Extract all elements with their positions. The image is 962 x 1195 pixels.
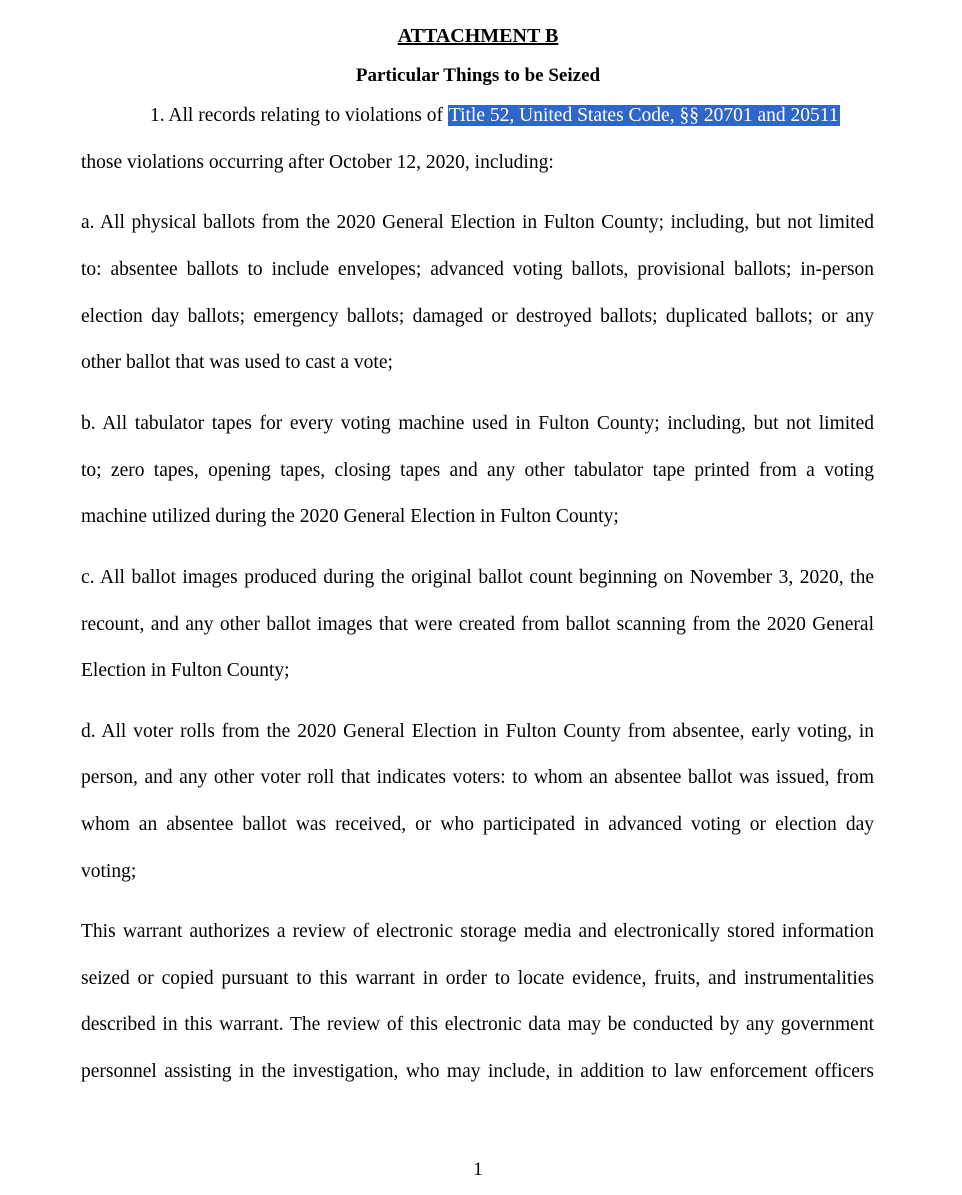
warrant-para-line[interactable]: personnel assisting in the investigation, who may include, in addition to law enforcement officers bbox=[81, 1061, 874, 1082]
item-1-prefix[interactable]: 1. All records relating to violations of bbox=[150, 105, 448, 126]
selected-text-highlight[interactable]: Title 52, United States Code, §§ 20701 and 20511 bbox=[448, 105, 839, 126]
para-b-line[interactable]: to; zero tapes, opening tapes, closing tapes and any other tabulator tape printed from a voting bbox=[81, 460, 874, 481]
page-number: 1 bbox=[473, 1159, 483, 1180]
para-a-line[interactable]: other ballot that was used to cast a vote; bbox=[81, 352, 393, 373]
para-b-line[interactable]: b. All tabulator tapes for every voting machine used in Fulton County; including, but not limited bbox=[81, 413, 874, 434]
warrant-para-line[interactable]: described in this warrant. The review of this electronic data may be conducted by any government bbox=[81, 1014, 874, 1035]
para-a-line[interactable]: to: absentee ballots to include envelopes; advanced voting ballots, provisional ballots; in-person bbox=[81, 259, 874, 280]
warrant-para-line[interactable]: This warrant authorizes a review of electronic storage media and electronically stored information bbox=[81, 921, 874, 942]
item-1-line[interactable] bbox=[150, 102, 874, 130]
para-d-line[interactable]: d. All voter rolls from the 2020 General Election in Fulton County from absentee, early voting, in bbox=[81, 721, 874, 742]
para-d-line[interactable]: person, and any other voter roll that indicates voters: to whom an absentee ballot was issued, from bbox=[81, 767, 874, 788]
para-c-line[interactable]: recount, and any other ballot images that were created from ballot scanning from the 2020 General bbox=[81, 614, 874, 635]
para-d-line[interactable]: whom an absentee ballot was received, or who participated in advanced voting or election day bbox=[81, 814, 874, 835]
para-b-line[interactable]: machine utilized during the 2020 General Election in Fulton County; bbox=[81, 506, 619, 527]
item-1-continuation[interactable]: those violations occurring after October 12, 2020, including: bbox=[81, 152, 554, 173]
warrant-para-line[interactable]: seized or copied pursuant to this warrant in order to locate evidence, fruits, and instrumentalities bbox=[81, 968, 874, 989]
document-title: ATTACHMENT B bbox=[397, 25, 559, 47]
para-c-line[interactable]: Election in Fulton County; bbox=[81, 660, 290, 681]
para-d-line[interactable]: voting; bbox=[81, 861, 137, 882]
para-a-line[interactable]: election day ballots; emergency ballots; damaged or destroyed ballots; duplicated ballots; or any bbox=[81, 306, 874, 327]
document-subtitle: Particular Things to be Seized bbox=[355, 65, 601, 86]
para-a-line[interactable]: a. All physical ballots from the 2020 General Election in Fulton County; including, but not limited bbox=[81, 212, 874, 233]
para-c-line[interactable]: c. All ballot images produced during the original ballot count beginning on November 3, 2020, the bbox=[81, 567, 874, 588]
